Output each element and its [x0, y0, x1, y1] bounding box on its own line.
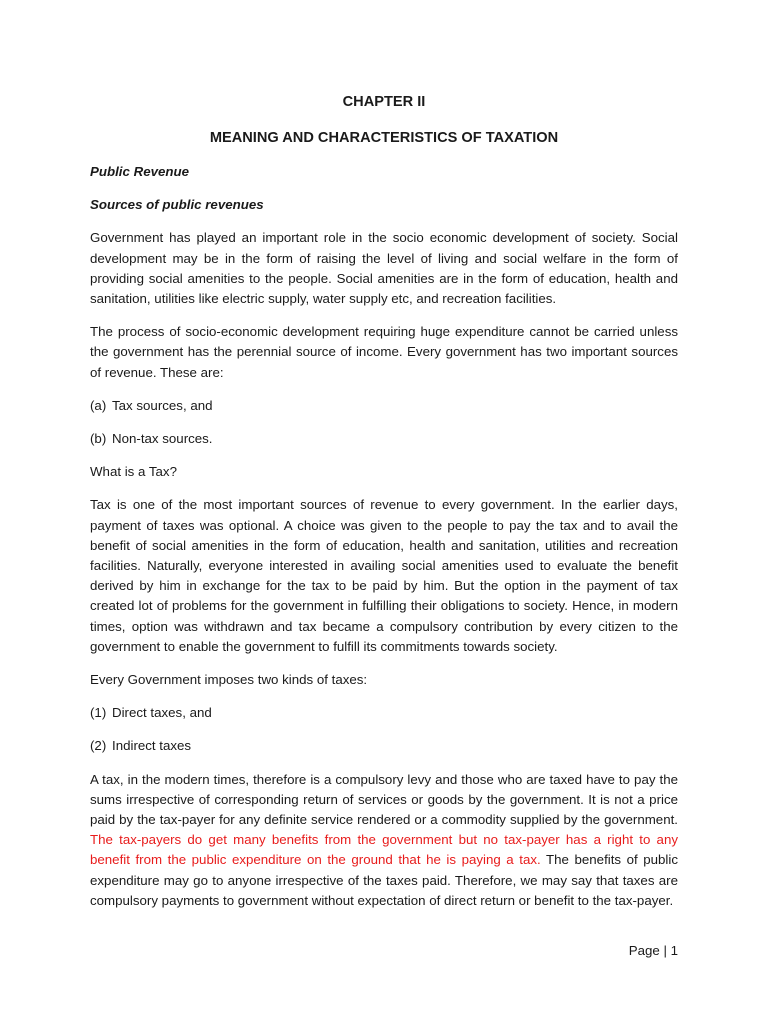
list-marker: (1) — [90, 705, 107, 721]
paragraph-compulsory-levy — [90, 770, 678, 911]
list-item — [90, 736, 678, 756]
list-item-text: Non-tax sources. — [112, 431, 213, 447]
list-item — [90, 429, 678, 449]
list-marker: (a) — [90, 397, 107, 413]
chapter-heading: CHAPTER II — [342, 94, 426, 110]
list-marker: (b) — [90, 431, 107, 447]
list-marker: (2) — [90, 738, 107, 754]
document-page — [90, 92, 678, 924]
list-item — [90, 703, 678, 723]
question-what-is-tax: What is a Tax? — [90, 464, 177, 480]
paragraph-development-process: The process of socio-economic development requiring huge expenditure cannot be carried unless the government has the perennial source of income. Every government has two important sources of revenue. These are: — [90, 324, 678, 380]
paragraph-tax-history: Tax is one of the most important sources of revenue to every government. In the earlier days, payment of taxes was optional. A choice was given to the people to pay the tax and to avail the benefit of social amenities in the form of education, health and sanitation, utilities and recreation facilities. Naturally, everyone interested in availing social amenities used to evaluate the benefit derived by him in exchange for the tax to be paid by him. But the option in the payment of tax created lot of problems for the government in fulfilling their obligations to society. Hence, in modern times, option was withdrawn and tax became a compulsory contribution by every citizen to the government to enable the government to fulfill its commitments towards society. — [90, 497, 678, 654]
list-item-text: Indirect taxes — [112, 738, 192, 754]
subheading-sources: Sources of public revenues — [90, 197, 264, 213]
page-title: MEANING AND CHARACTERISTICS OF TAXATION — [209, 130, 559, 146]
paragraph-text: The benefits of public expenditure may go to anyone irrespective of the taxes paid. Therefore, we may say that taxes are compulsory payments to government without expectation of direct return or benefit to the tax-payer. — [90, 852, 678, 908]
subheading-public-revenue: Public Revenue — [90, 164, 190, 179]
list-item-text: Direct taxes, and — [112, 705, 212, 721]
highlighted-text: The tax-payers do get many benefits from the government but no tax-payer has a right to any benefit from the public expenditure on the ground that he is paying a tax. — [90, 832, 678, 868]
list-item-text: Tax sources, and — [112, 397, 213, 413]
list-item — [90, 396, 678, 416]
paragraph-text: A tax, in the modern times, therefore is a compulsory levy and those who are taxed have to pay the sums irrespective of corresponding return of services or goods by the government. It is not a price paid by the tax-payer for any definite service rendered or a commodity supplied by the government. — [90, 771, 678, 828]
paragraph-kinds-of-taxes: Every Government imposes two kinds of taxes: — [90, 672, 368, 688]
page-number: Page | 1 — [628, 943, 678, 958]
paragraph-social-development: Government has played an important role in the socio economic development of society. Social development may be in the form of raising the level of living and social welfare in the form of providing social amenities to the people. Social amenities are in the form of education, health and sanitation, utilities like electric supply, water supply etc, and recreation facilities. — [90, 230, 678, 307]
